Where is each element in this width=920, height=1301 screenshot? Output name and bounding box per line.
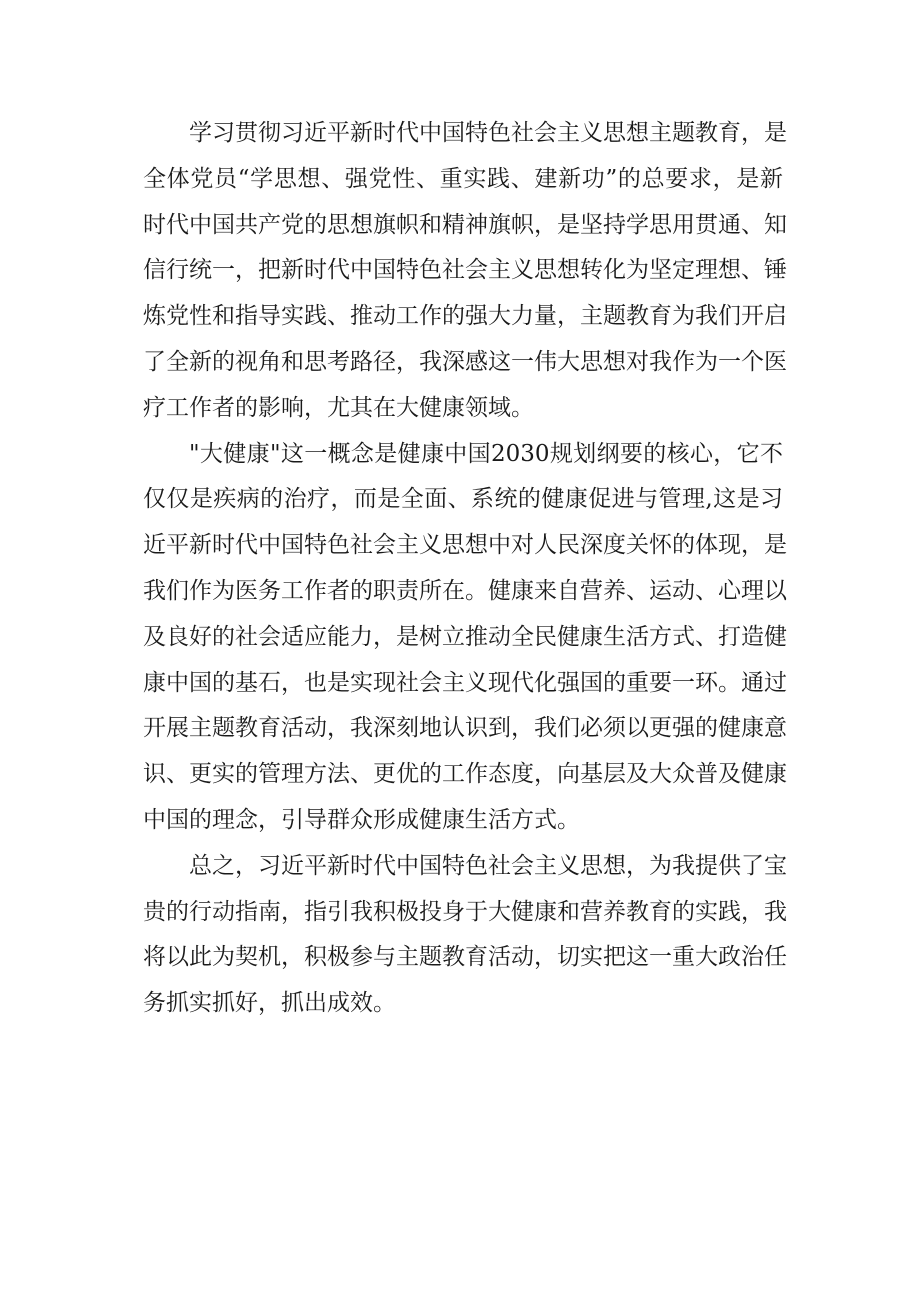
paragraph-3 bbox=[143, 844, 787, 1027]
paragraph-line: 学习贯彻习近平新时代中国特色社会主义思想主题教育，是 bbox=[189, 120, 787, 146]
paragraph-line: 全体党员“学思想、强党性、重实践、建新功”的总要求，是新 bbox=[143, 165, 783, 192]
paragraph-1 bbox=[143, 111, 787, 432]
paragraph-line: 我们作为医务工作者的职责所在。健康来自营养、运动、心理以 bbox=[143, 577, 787, 604]
paragraph-line: 开展主题教育活动，我深刻地认识到，我们必须以更强的健康意 bbox=[143, 715, 787, 742]
paragraph-line: 总之，习近平新时代中国特色社会主义思想，为我提供了宝 bbox=[189, 852, 787, 879]
paragraph-2 bbox=[143, 432, 787, 844]
paragraph-line: 及良好的社会适应能力，是树立推动全民健康生活方式、打造健 bbox=[143, 623, 787, 650]
paragraph-line: 将以此为契机，积极参与主题教育活动，切实把这一重大政治任 bbox=[143, 944, 787, 971]
document-body bbox=[143, 111, 787, 1027]
paragraph-line: 中国的理念，引导群众形成健康生活方式。 bbox=[143, 806, 580, 833]
paragraph-line: 近平新时代中国特色社会主义思想中对人民深度关怀的体现，是 bbox=[143, 532, 787, 559]
paragraph-line: 康中国的基石，也是实现社会主义现代化强国的重要一环。通过 bbox=[143, 669, 787, 696]
paragraph-line: 务抓实抓好，抓出成效。 bbox=[143, 990, 396, 1017]
paragraph-line: 炼党性和指导实践、推动工作的强大力量，主题教育为我们开启 bbox=[143, 303, 787, 330]
paragraph-line: 识、更实的管理方法、更优的工作态度，向基层及大众普及健康 bbox=[143, 761, 787, 788]
paragraph-line: 仅仅是疾病的治疗，而是全面、系统的健康促进与管理,这是习 bbox=[143, 486, 783, 513]
paragraph-line: "大健康"这一概念是健康中国2030规划纲要的核心，它不 bbox=[189, 440, 783, 467]
paragraph-line: 信行统一，把新时代中国特色社会主义思想转化为坚定理想、锤 bbox=[143, 257, 787, 284]
paragraph-line: 时代中国共产党的思想旗帜和精神旗帜，是坚持学思用贯通、知 bbox=[143, 211, 787, 238]
paragraph-line: 贵的行动指南，指引我积极投身于大健康和营养教育的实践，我 bbox=[143, 898, 787, 925]
paragraph-line: 了全新的视角和思考路径，我深感这一伟大思想对我作为一个医 bbox=[143, 348, 787, 375]
paragraph-line: 疗工作者的影响，尤其在大健康领域。 bbox=[143, 394, 534, 421]
